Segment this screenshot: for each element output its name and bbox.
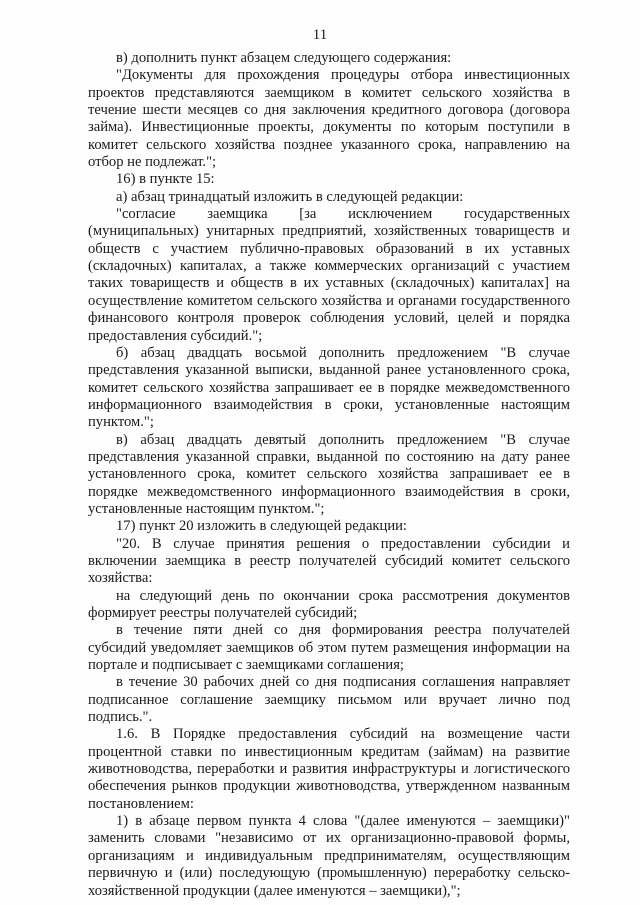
paragraph-item-16: 16) в пункте 15: bbox=[116, 171, 215, 188]
page-number: 11 bbox=[312, 27, 328, 43]
paragraph-notification: в течение пяти дней со дня формирования реестра получателей субсидий уведомляет заемщиков об этом путем размещения информации на портале и подписывает с заемщиками соглашения; bbox=[88, 622, 570, 674]
paragraph-clause-v-intro: в) дополнить пункт абзацем следующего содержания: bbox=[116, 50, 452, 66]
paragraph-registry-formation: на следующий день по окончании срока рассмотрения документов формирует реестры получателей субсидий; bbox=[88, 587, 570, 621]
paragraph-item-4-amendment: 1) в абзаце первом пункта 4 слова "(далее именуются – заемщики)" заменить словами "независимо от их организационно-правовой формы, организациям и индивидуальным предпринимателям, осуществляющим первичную и (или) последующую (промышленную) переработку сельскохозяйственной продукции (далее именуются – заемщики),"; bbox=[88, 813, 570, 899]
paragraph-clause-20: "20. В случае принятия решения о предоставлении субсидии и включении заемщика в реестр получателей субсидий комитет сельского хозяйства: bbox=[88, 535, 570, 587]
paragraph-borrower-consent: "согласие заемщика [за исключением государственных (муниципальных) унитарных предприятий, хозяйственных товариществ и обществ с участием публично-правовых образований в их уставных (складочных) капиталах, а также коммерческих организаций с участием таких товариществ и обществ в их уставных (складочных) капиталах] на осуществление комитетом сельского хозяйства и органами государственного финансового контроля проверок соблюдения условий, целей и порядка предоставления субсидий."; bbox=[88, 206, 570, 344]
paragraph-subitem-b: б) абзац двадцать восьмой дополнить предложением "В случае представления указанной выписки, выданной ранее установленного срока, комитет сельского хозяйства запрашивает ее в порядке межведомственного информационного взаимодействия в сроки, установленные настоящим пунктом."; bbox=[88, 344, 570, 431]
paragraph-documents-deadline: "Документы для прохождения процедуры отбора инвестиционных проектов представляются заемщиком в комитет сельского хозяйства в течение шести месяцев со дня заключения кредитного договора (договора займа). Инвестиционные проекты, документы по которым поступили в комитет сельского хозяйства позднее указанного срока, направлению на отбор не подлежат."; bbox=[88, 67, 570, 171]
document-body bbox=[88, 50, 570, 900]
paragraph-agreement-delivery: в течение 30 рабочих дней со дня подписания соглашения направляет подписанное соглашение заемщику письмом или вручает лично под подпись.". bbox=[88, 674, 570, 726]
paragraph-subitem-v: в) абзац двадцать девятый дополнить предложением "В случае представления указанной справки, выданной по состоянию на дату ранее установленного срока, комитет сельского хозяйства запрашивает ее в порядке межведомственного информационного взаимодействия в сроки, установленные настоящим пунктом."; bbox=[88, 431, 570, 517]
paragraph-section-1-6: 1.6. В Порядке предоставления субсидий на возмещение части процентной ставки по инвестиционным кредитам (займам) на развитие животноводства, переработки и развития инфраструктуры и логистического обеспечения рынков продукции животноводства, утвержденном названным постановлением: bbox=[88, 726, 570, 812]
paragraph-subitem-a: а) абзац тринадцатый изложить в следующей редакции: bbox=[116, 188, 464, 205]
paragraph-item-17: 17) пункт 20 изложить в следующей редакции: bbox=[116, 518, 407, 535]
